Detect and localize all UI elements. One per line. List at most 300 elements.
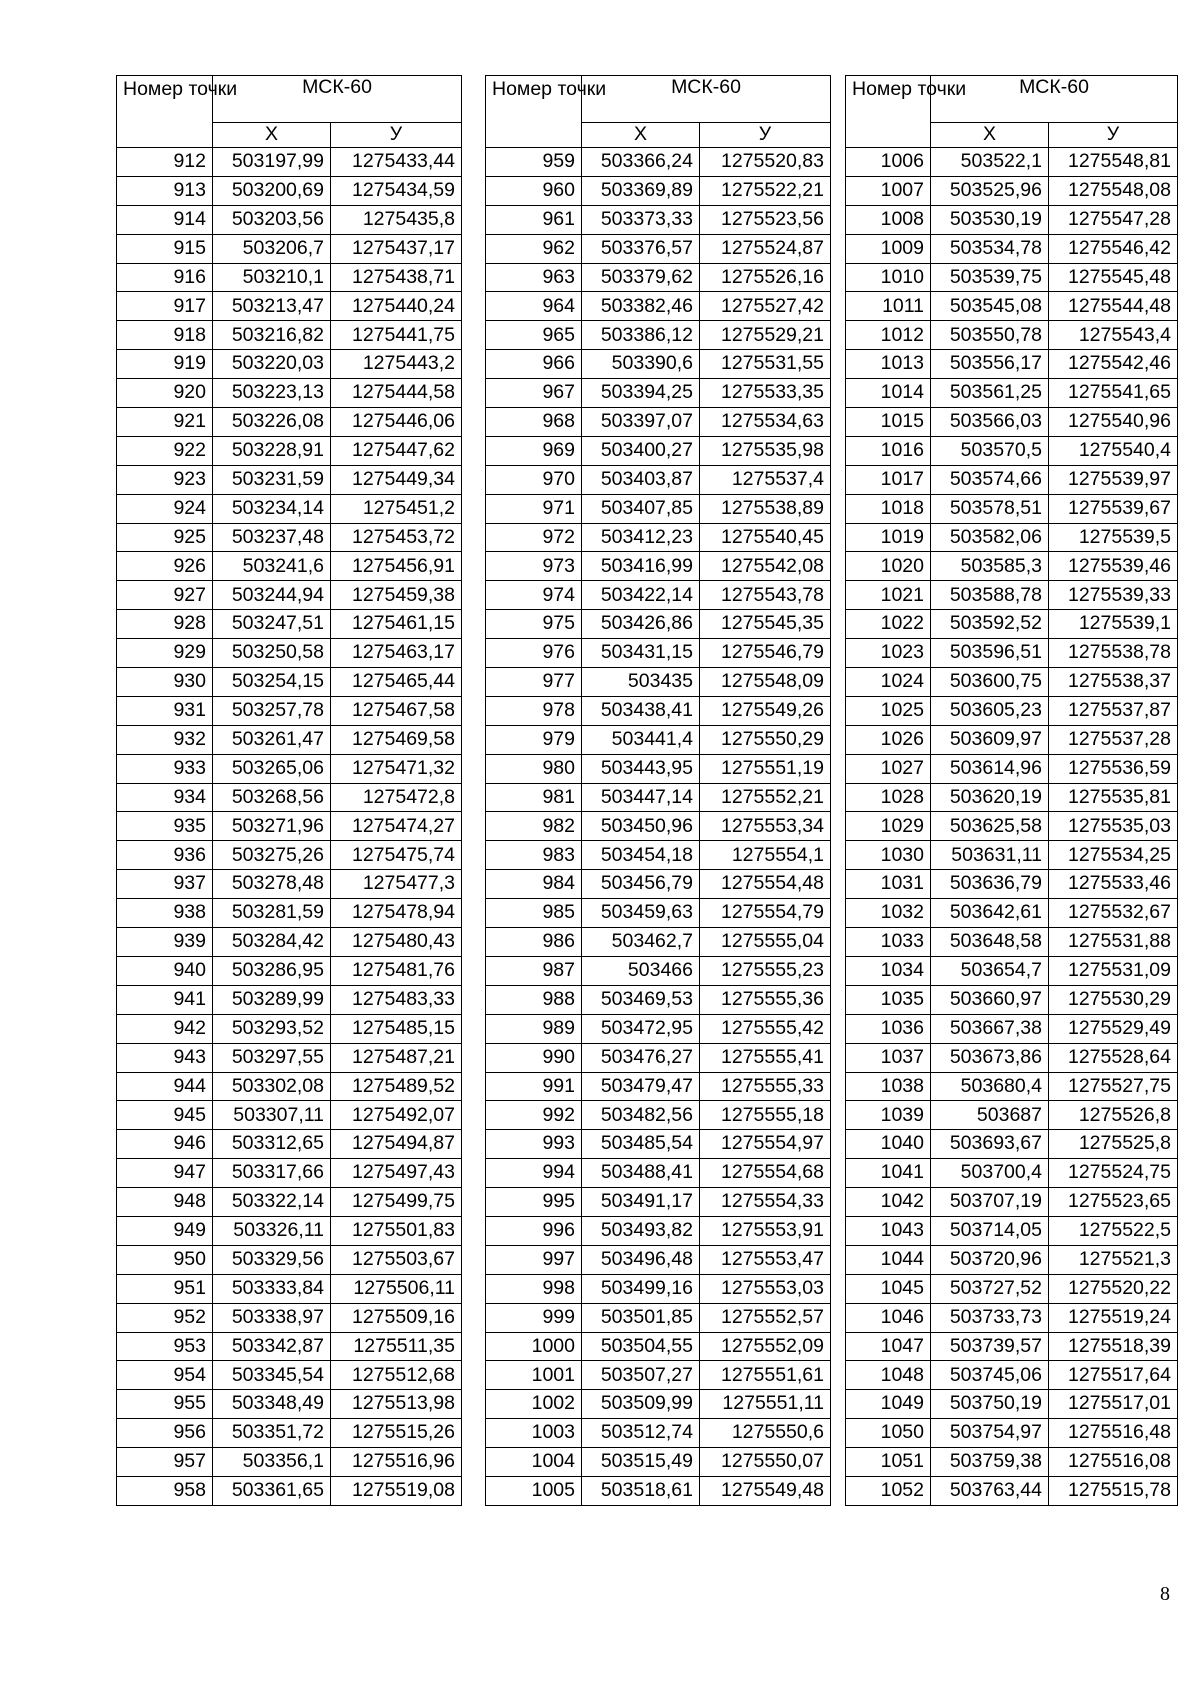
- table-row: [486, 725, 831, 754]
- point-number-cell: 980: [486, 754, 582, 783]
- table-row: [117, 1476, 462, 1505]
- y-coordinate-cell: 1275524,75: [1049, 1159, 1178, 1188]
- x-coordinate-cell: 503203,56: [213, 205, 331, 234]
- x-coordinate-cell: 503680,4: [931, 1072, 1049, 1101]
- table-row: [486, 1390, 831, 1419]
- point-number-cell: 1006: [846, 148, 931, 177]
- y-coordinate-cell: 1275522,21: [700, 176, 831, 205]
- x-coordinate-cell: 503244,94: [213, 581, 331, 610]
- x-coordinate-cell: 503605,23: [931, 696, 1049, 725]
- y-coordinate-cell: 1275529,49: [1049, 1014, 1178, 1043]
- x-coordinate-cell: 503592,52: [931, 610, 1049, 639]
- x-coordinate-cell: 503379,62: [582, 263, 700, 292]
- y-coordinate-cell: 1275456,91: [331, 552, 462, 581]
- point-number-cell: 969: [486, 436, 582, 465]
- table-row: [117, 841, 462, 870]
- y-coordinate-cell: 1275443,2: [331, 350, 462, 379]
- x-coordinate-cell: 503759,38: [931, 1448, 1049, 1477]
- x-coordinate-cell: 503763,44: [931, 1476, 1049, 1505]
- x-coordinate-cell: 503275,26: [213, 841, 331, 870]
- y-coordinate-cell: 1275555,04: [700, 928, 831, 957]
- x-coordinate-cell: 503400,27: [582, 436, 700, 465]
- x-coordinate-cell: 503297,55: [213, 1043, 331, 1072]
- y-coordinate-cell: 1275489,52: [331, 1072, 462, 1101]
- point-number-cell: 1036: [846, 1014, 931, 1043]
- point-number-cell: 1007: [846, 176, 931, 205]
- x-coordinate-cell: 503472,95: [582, 1014, 700, 1043]
- x-coordinate-cell: 503750,19: [931, 1390, 1049, 1419]
- table-row: [486, 696, 831, 725]
- table-row: [486, 783, 831, 812]
- point-number-cell: 949: [117, 1216, 213, 1245]
- y-coordinate-cell: 1275513,98: [331, 1390, 462, 1419]
- table-row: [486, 176, 831, 205]
- x-coordinate-cell: 503338,97: [213, 1303, 331, 1332]
- x-coordinate-cell: 503488,41: [582, 1159, 700, 1188]
- x-coordinate-cell: 503660,97: [931, 985, 1049, 1014]
- point-number-cell: 946: [117, 1130, 213, 1159]
- point-number-cell: 988: [486, 985, 582, 1014]
- point-number-cell: 1044: [846, 1245, 931, 1274]
- point-number-cell: 999: [486, 1303, 582, 1332]
- y-coordinate-cell: 1275487,21: [331, 1043, 462, 1072]
- y-coordinate-cell: 1275538,37: [1049, 668, 1178, 697]
- table-row: [846, 1245, 1178, 1274]
- point-number-cell: 944: [117, 1072, 213, 1101]
- point-number-cell: 919: [117, 350, 213, 379]
- y-coordinate-cell: 1275535,81: [1049, 783, 1178, 812]
- x-coordinate-cell: 503525,96: [931, 176, 1049, 205]
- y-coordinate-cell: 1275540,45: [700, 523, 831, 552]
- y-coordinate-cell: 1275548,81: [1049, 148, 1178, 177]
- table-row: [846, 1101, 1178, 1130]
- y-coordinate-cell: 1275549,26: [700, 696, 831, 725]
- y-coordinate-cell: 1275511,35: [331, 1332, 462, 1361]
- y-coordinate-cell: 1275523,56: [700, 205, 831, 234]
- point-number-cell: 967: [486, 379, 582, 408]
- x-coordinate-cell: 503386,12: [582, 321, 700, 350]
- x-coordinate-cell: 503496,48: [582, 1245, 700, 1274]
- point-number-cell: 1013: [846, 350, 931, 379]
- point-number-cell: 975: [486, 610, 582, 639]
- y-coordinate-cell: 1275534,25: [1049, 841, 1178, 870]
- table-row: [117, 1130, 462, 1159]
- y-coordinate-cell: 1275499,75: [331, 1188, 462, 1217]
- x-coordinate-cell: 503462,7: [582, 928, 700, 957]
- table-row: [117, 321, 462, 350]
- y-coordinate-cell: 1275550,07: [700, 1448, 831, 1477]
- x-coordinate-cell: 503441,4: [582, 725, 700, 754]
- point-number-cell: 1040: [846, 1130, 931, 1159]
- point-number-cell: 912: [117, 148, 213, 177]
- x-coordinate-cell: 503302,08: [213, 1072, 331, 1101]
- x-coordinate-cell: 503707,19: [931, 1188, 1049, 1217]
- point-number-cell: 1037: [846, 1043, 931, 1072]
- y-coordinate-cell: 1275537,4: [700, 465, 831, 494]
- x-coordinate-cell: 503530,19: [931, 205, 1049, 234]
- x-coordinate-cell: 503268,56: [213, 783, 331, 812]
- table-row: [846, 1188, 1178, 1217]
- y-coordinate-cell: 1275554,33: [700, 1188, 831, 1217]
- point-number-cell: 1046: [846, 1303, 931, 1332]
- y-coordinate-cell: 1275477,3: [331, 870, 462, 899]
- y-coordinate-cell: 1275528,64: [1049, 1043, 1178, 1072]
- y-coordinate-cell: 1275469,58: [331, 725, 462, 754]
- table-row: [846, 1303, 1178, 1332]
- y-coordinate-cell: 1275481,76: [331, 956, 462, 985]
- y-coordinate-cell: 1275539,5: [1049, 523, 1178, 552]
- x-coordinate-cell: 503714,05: [931, 1216, 1049, 1245]
- x-coordinate-cell: 503373,33: [582, 205, 700, 234]
- point-number-cell: 947: [117, 1159, 213, 1188]
- y-coordinate-cell: 1275501,83: [331, 1216, 462, 1245]
- x-coordinate-cell: 503582,06: [931, 523, 1049, 552]
- point-number-cell: 1041: [846, 1159, 931, 1188]
- table-row: [117, 1245, 462, 1274]
- point-number-cell: 939: [117, 928, 213, 957]
- table-row: [846, 928, 1178, 957]
- x-coordinate-cell: 503545,08: [931, 292, 1049, 321]
- y-coordinate-cell: 1275526,8: [1049, 1101, 1178, 1130]
- table-row: [846, 1448, 1178, 1477]
- table-row: [486, 350, 831, 379]
- x-coordinate-cell: 503223,13: [213, 379, 331, 408]
- x-coordinate-cell: 503501,85: [582, 1303, 700, 1332]
- table-row: [486, 1014, 831, 1043]
- x-coordinate-cell: 503241,6: [213, 552, 331, 581]
- point-number-cell: 970: [486, 465, 582, 494]
- point-number-cell: 928: [117, 610, 213, 639]
- table-row: [846, 321, 1178, 350]
- point-number-cell: 1000: [486, 1332, 582, 1361]
- x-coordinate-cell: 503278,48: [213, 870, 331, 899]
- y-coordinate-cell: 1275518,39: [1049, 1332, 1178, 1361]
- y-coordinate-cell: 1275534,63: [700, 408, 831, 437]
- x-header: Х: [931, 123, 1049, 148]
- x-coordinate-cell: 503361,65: [213, 1476, 331, 1505]
- point-number-cell: 986: [486, 928, 582, 957]
- y-coordinate-cell: 1275535,03: [1049, 812, 1178, 841]
- y-coordinate-cell: 1275523,65: [1049, 1188, 1178, 1217]
- y-coordinate-cell: 1275530,29: [1049, 985, 1178, 1014]
- y-coordinate-cell: 1275537,87: [1049, 696, 1178, 725]
- x-coordinate-cell: 503250,58: [213, 639, 331, 668]
- point-number-cell: 1033: [846, 928, 931, 957]
- y-coordinate-cell: 1275438,71: [331, 263, 462, 292]
- y-coordinate-cell: 1275524,87: [700, 234, 831, 263]
- x-coordinate-cell: 503351,72: [213, 1419, 331, 1448]
- x-coordinate-cell: 503200,69: [213, 176, 331, 205]
- point-number-cell: 953: [117, 1332, 213, 1361]
- x-coordinate-cell: 503556,17: [931, 350, 1049, 379]
- table-row: [117, 523, 462, 552]
- point-number-cell: 971: [486, 494, 582, 523]
- table-row: [117, 985, 462, 1014]
- x-coordinate-cell: 503479,47: [582, 1072, 700, 1101]
- table-row: [117, 1043, 462, 1072]
- table-row: [486, 928, 831, 957]
- point-number-cell: 1028: [846, 783, 931, 812]
- x-coordinate-cell: 503667,38: [931, 1014, 1049, 1043]
- point-number-cell: 1011: [846, 292, 931, 321]
- x-coordinate-cell: 503648,58: [931, 928, 1049, 957]
- point-number-cell: 954: [117, 1361, 213, 1390]
- point-number-cell: 960: [486, 176, 582, 205]
- table-row: [846, 205, 1178, 234]
- x-coordinate-cell: 503216,82: [213, 321, 331, 350]
- y-coordinate-cell: 1275539,33: [1049, 581, 1178, 610]
- x-coordinate-cell: 503228,91: [213, 436, 331, 465]
- table-row: [846, 581, 1178, 610]
- x-coordinate-cell: 503614,96: [931, 754, 1049, 783]
- point-number-cell: 922: [117, 436, 213, 465]
- y-header: У: [331, 123, 462, 148]
- x-coordinate-cell: 503356,1: [213, 1448, 331, 1477]
- table-row: [486, 1159, 831, 1188]
- y-coordinate-cell: 1275553,34: [700, 812, 831, 841]
- x-coordinate-cell: 503390,6: [582, 350, 700, 379]
- table-row: [117, 1014, 462, 1043]
- x-coordinate-cell: 503578,51: [931, 494, 1049, 523]
- table-row: [846, 350, 1178, 379]
- table-row: [117, 1419, 462, 1448]
- x-coordinate-cell: 503394,25: [582, 379, 700, 408]
- y-coordinate-cell: 1275552,21: [700, 783, 831, 812]
- x-coordinate-cell: 503333,84: [213, 1274, 331, 1303]
- y-coordinate-cell: 1275554,68: [700, 1159, 831, 1188]
- table-row: [846, 610, 1178, 639]
- point-number-cell: 987: [486, 956, 582, 985]
- table-row: [117, 899, 462, 928]
- table-row: [486, 1188, 831, 1217]
- y-coordinate-cell: 1275503,67: [331, 1245, 462, 1274]
- point-number-cell: 983: [486, 841, 582, 870]
- y-coordinate-cell: 1275516,48: [1049, 1419, 1178, 1448]
- table-row: [486, 523, 831, 552]
- y-coordinate-cell: 1275545,35: [700, 610, 831, 639]
- point-number-cell: 1047: [846, 1332, 931, 1361]
- x-coordinate-cell: 503687: [931, 1101, 1049, 1130]
- table-row: [117, 148, 462, 177]
- point-number-cell: 1004: [486, 1448, 582, 1477]
- x-coordinate-cell: 503226,08: [213, 408, 331, 437]
- x-coordinate-cell: 503469,53: [582, 985, 700, 1014]
- table-row: [486, 1245, 831, 1274]
- table-row: [846, 1274, 1178, 1303]
- y-coordinate-cell: 1275536,59: [1049, 754, 1178, 783]
- x-coordinate-cell: 503515,49: [582, 1448, 700, 1477]
- y-coordinate-cell: 1275516,08: [1049, 1448, 1178, 1477]
- y-coordinate-cell: 1275544,48: [1049, 292, 1178, 321]
- x-coordinate-cell: 503693,67: [931, 1130, 1049, 1159]
- x-coordinate-cell: 503570,5: [931, 436, 1049, 465]
- x-coordinate-cell: 503422,14: [582, 581, 700, 610]
- coordinate-table: [116, 75, 462, 1506]
- point-number-cell: 993: [486, 1130, 582, 1159]
- table-row: [846, 956, 1178, 985]
- point-number-cell: 921: [117, 408, 213, 437]
- point-number-cell: 1026: [846, 725, 931, 754]
- y-coordinate-cell: 1275494,87: [331, 1130, 462, 1159]
- x-coordinate-cell: 503491,17: [582, 1188, 700, 1217]
- table-row: [117, 1159, 462, 1188]
- point-number-cell: 955: [117, 1390, 213, 1419]
- y-coordinate-cell: 1275554,97: [700, 1130, 831, 1159]
- point-number-cell: 981: [486, 783, 582, 812]
- x-coordinate-cell: 503673,86: [931, 1043, 1049, 1072]
- table-row: [846, 234, 1178, 263]
- table-row: [846, 494, 1178, 523]
- y-coordinate-cell: 1275463,17: [331, 639, 462, 668]
- point-number-cell: 1022: [846, 610, 931, 639]
- x-coordinate-cell: 503456,79: [582, 870, 700, 899]
- y-coordinate-cell: 1275539,1: [1049, 610, 1178, 639]
- y-coordinate-cell: 1275538,89: [700, 494, 831, 523]
- point-number-cell: 941: [117, 985, 213, 1014]
- table-row: [117, 610, 462, 639]
- y-coordinate-cell: 1275535,98: [700, 436, 831, 465]
- table-row: [486, 205, 831, 234]
- table-row: [117, 1332, 462, 1361]
- table-row: [117, 783, 462, 812]
- y-coordinate-cell: 1275554,48: [700, 870, 831, 899]
- table-row: [486, 1130, 831, 1159]
- x-coordinate-cell: 503754,97: [931, 1419, 1049, 1448]
- point-number-cell: 927: [117, 581, 213, 610]
- table-row: [486, 1072, 831, 1101]
- point-number-cell: 1042: [846, 1188, 931, 1217]
- x-coordinate-cell: 503234,14: [213, 494, 331, 523]
- point-number-cell: 1002: [486, 1390, 582, 1419]
- table-row: [117, 639, 462, 668]
- x-coordinate-cell: 503504,55: [582, 1332, 700, 1361]
- table-row: [486, 1419, 831, 1448]
- x-coordinate-cell: 503509,99: [582, 1390, 700, 1419]
- table-row: [117, 234, 462, 263]
- x-coordinate-cell: 503281,59: [213, 899, 331, 928]
- point-number-cell: 1050: [846, 1419, 931, 1448]
- x-coordinate-cell: 503512,74: [582, 1419, 700, 1448]
- table-row: [846, 263, 1178, 292]
- table-row: [117, 1188, 462, 1217]
- point-number-cell: 1035: [846, 985, 931, 1014]
- point-number-cell: 990: [486, 1043, 582, 1072]
- point-number-cell: 1016: [846, 436, 931, 465]
- x-coordinate-cell: 503485,54: [582, 1130, 700, 1159]
- point-number-cell: 963: [486, 263, 582, 292]
- table-row: [486, 639, 831, 668]
- point-number-header: Номер точки: [846, 76, 931, 148]
- point-number-cell: 1014: [846, 379, 931, 408]
- x-coordinate-cell: 503231,59: [213, 465, 331, 494]
- y-coordinate-cell: 1275553,47: [700, 1245, 831, 1274]
- coordinate-table: [845, 75, 1178, 1506]
- x-coordinate-cell: 503499,16: [582, 1274, 700, 1303]
- point-number-cell: 1034: [846, 956, 931, 985]
- table-row: [486, 379, 831, 408]
- point-number-cell: 942: [117, 1014, 213, 1043]
- x-header: Х: [213, 123, 331, 148]
- y-coordinate-cell: 1275548,08: [1049, 176, 1178, 205]
- table-row: [846, 696, 1178, 725]
- y-coordinate-cell: 1275467,58: [331, 696, 462, 725]
- table-row: [117, 1216, 462, 1245]
- x-coordinate-cell: 503254,15: [213, 668, 331, 697]
- table-row: [846, 523, 1178, 552]
- x-coordinate-cell: 503293,52: [213, 1014, 331, 1043]
- y-coordinate-cell: 1275539,67: [1049, 494, 1178, 523]
- point-number-cell: 994: [486, 1159, 582, 1188]
- point-number-cell: 936: [117, 841, 213, 870]
- x-coordinate-cell: 503322,14: [213, 1188, 331, 1217]
- coordinate-table: [485, 75, 831, 1506]
- x-coordinate-cell: 503631,11: [931, 841, 1049, 870]
- y-coordinate-cell: 1275451,2: [331, 494, 462, 523]
- y-coordinate-cell: 1275551,61: [700, 1361, 831, 1390]
- x-coordinate-cell: 503550,78: [931, 321, 1049, 350]
- x-coordinate-cell: 503574,66: [931, 465, 1049, 494]
- y-coordinate-cell: 1275472,8: [331, 783, 462, 812]
- table-row: [846, 725, 1178, 754]
- y-coordinate-cell: 1275546,79: [700, 639, 831, 668]
- table-row: [846, 783, 1178, 812]
- table-row: [486, 812, 831, 841]
- table-row: [117, 263, 462, 292]
- y-coordinate-cell: 1275550,6: [700, 1419, 831, 1448]
- table-row: [846, 292, 1178, 321]
- point-number-cell: 962: [486, 234, 582, 263]
- point-number-cell: 918: [117, 321, 213, 350]
- y-coordinate-cell: 1275533,35: [700, 379, 831, 408]
- table-row: [846, 379, 1178, 408]
- point-number-cell: 938: [117, 899, 213, 928]
- point-number-cell: 957: [117, 1448, 213, 1477]
- table-row: [846, 148, 1178, 177]
- table-row: [486, 321, 831, 350]
- x-header: Х: [582, 123, 700, 148]
- table-row: [117, 581, 462, 610]
- table-row: [117, 494, 462, 523]
- x-coordinate-cell: 503342,87: [213, 1332, 331, 1361]
- point-number-cell: 1043: [846, 1216, 931, 1245]
- y-coordinate-cell: 1275546,42: [1049, 234, 1178, 263]
- y-coordinate-cell: 1275541,65: [1049, 379, 1178, 408]
- table-row: [486, 899, 831, 928]
- x-coordinate-cell: 503312,65: [213, 1130, 331, 1159]
- x-coordinate-cell: 503237,48: [213, 523, 331, 552]
- point-number-cell: 1049: [846, 1390, 931, 1419]
- table-row: [846, 176, 1178, 205]
- point-number-cell: 929: [117, 639, 213, 668]
- x-coordinate-cell: 503329,56: [213, 1245, 331, 1274]
- y-coordinate-cell: 1275471,32: [331, 754, 462, 783]
- y-coordinate-cell: 1275537,28: [1049, 725, 1178, 754]
- table-row: [486, 263, 831, 292]
- x-coordinate-cell: 503397,07: [582, 408, 700, 437]
- table-row: [486, 465, 831, 494]
- table-row: [846, 1361, 1178, 1390]
- y-coordinate-cell: 1275542,46: [1049, 350, 1178, 379]
- y-coordinate-cell: 1275555,41: [700, 1043, 831, 1072]
- point-number-cell: 1023: [846, 639, 931, 668]
- x-coordinate-cell: 503348,49: [213, 1390, 331, 1419]
- x-coordinate-cell: 503447,14: [582, 783, 700, 812]
- y-coordinate-cell: 1275522,5: [1049, 1216, 1178, 1245]
- table-row: [486, 1332, 831, 1361]
- y-coordinate-cell: 1275520,83: [700, 148, 831, 177]
- x-coordinate-cell: 503206,7: [213, 234, 331, 263]
- table-row: [117, 1101, 462, 1130]
